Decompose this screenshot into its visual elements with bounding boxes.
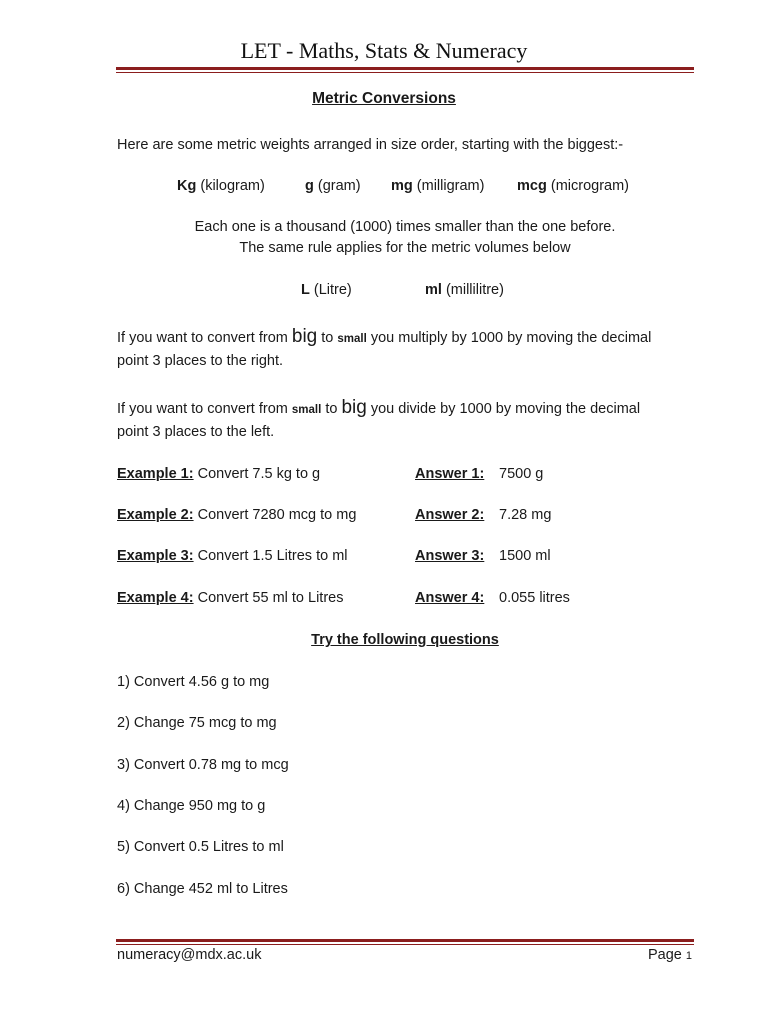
big-word: big xyxy=(291,326,318,347)
big-word: big xyxy=(341,397,367,418)
small-to-big-line-1: If you want to convert from small to big you divide by 1000 by moving the decimal xyxy=(117,397,641,418)
small-to-big-line-2: point 3 places to the left. xyxy=(117,424,275,440)
question-1: 1) Convert 4.56 g to mg xyxy=(117,674,270,690)
question-3: 3) Convert 0.78 mg to mcg xyxy=(117,757,289,773)
question-6: 6) Change 452 ml to Litres xyxy=(117,881,288,897)
big-to-small-line-2: point 3 places to the right. xyxy=(117,353,284,369)
answer-2: Answer 2: 7.28 mg xyxy=(415,507,552,523)
footer-email: numeracy@mdx.ac.uk xyxy=(117,947,262,963)
rule-line-1: Each one is a thousand (1000) times smaller than the one before. xyxy=(194,219,616,235)
intro-text: Here are some metric weights arranged in size order, starting with the biggest:- xyxy=(117,137,624,153)
small-word: small xyxy=(291,404,322,416)
example-2: Example 2: Convert 7280 mcg to mg xyxy=(117,507,357,523)
rule-line-2: The same rule applies for the metric volumes below xyxy=(239,240,571,256)
question-4: 4) Change 950 mg to g xyxy=(117,798,266,814)
example-1: Example 1: Convert 7.5 kg to g xyxy=(117,466,321,482)
header-divider xyxy=(116,67,694,73)
question-5: 5) Convert 0.5 Litres to ml xyxy=(117,839,284,855)
try-questions-title: Try the following questions xyxy=(311,632,499,648)
header-title: LET - Maths, Stats & Numeracy xyxy=(240,38,528,63)
weight-unit-mcg: mcg (microgram) xyxy=(517,178,629,194)
weight-unit-g: g (gram) xyxy=(305,178,361,194)
example-3: Example 3: Convert 1.5 Litres to ml xyxy=(117,548,348,564)
document-title: Metric Conversions xyxy=(312,90,456,107)
big-to-small-line-1: If you want to convert from big to small you multiply by 1000 by moving the decimal xyxy=(117,326,652,347)
question-2: 2) Change 75 mcg to mg xyxy=(117,715,277,731)
weight-unit-kg: Kg (kilogram) xyxy=(177,178,265,194)
page-number: Page 1 xyxy=(647,947,692,963)
answer-3: Answer 3: 1500 ml xyxy=(415,548,551,564)
volume-unit-l: L (Litre) xyxy=(301,282,352,298)
answer-4: Answer 4: 0.055 litres xyxy=(415,590,570,606)
volume-unit-ml: ml (millilitre) xyxy=(425,282,504,298)
example-4: Example 4: Convert 55 ml to Litres xyxy=(117,590,344,606)
answer-1: Answer 1: 7500 g xyxy=(415,466,544,482)
footer-divider xyxy=(116,939,694,945)
weight-unit-mg: mg (milligram) xyxy=(391,178,485,194)
small-word: small xyxy=(337,333,367,345)
